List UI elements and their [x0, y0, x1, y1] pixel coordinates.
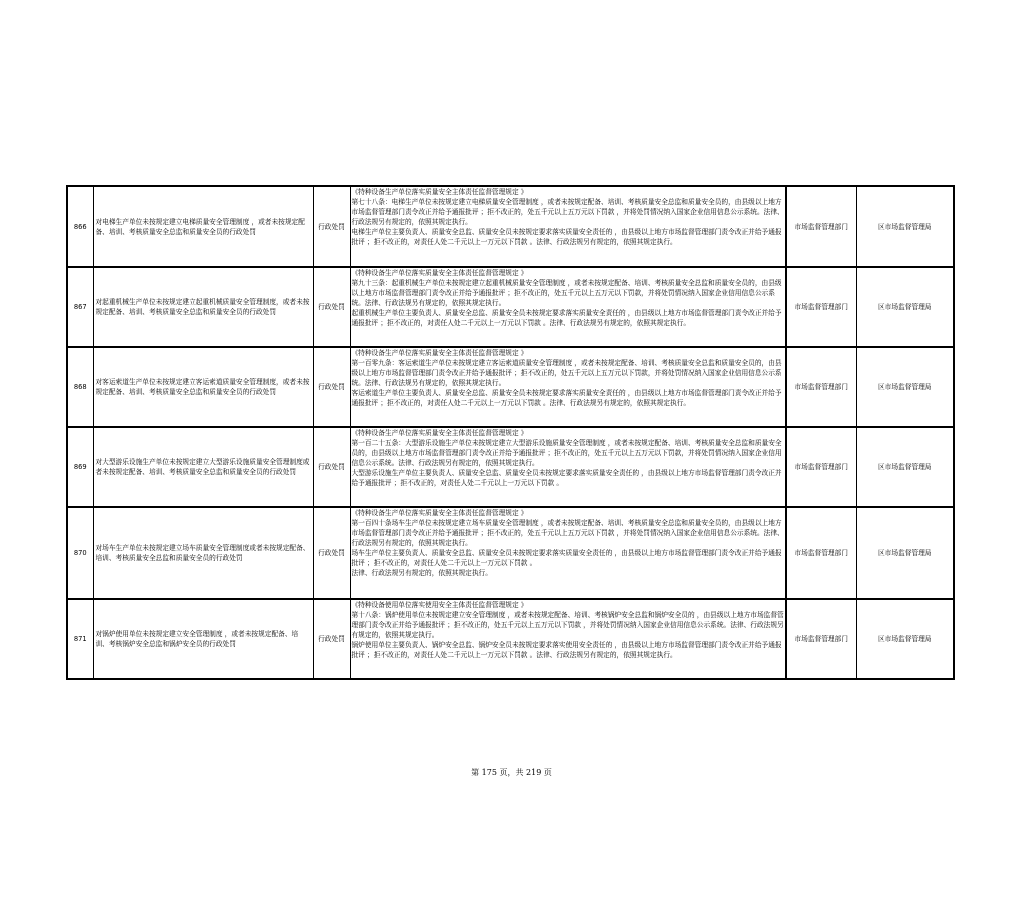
responsible-department: 市场监督管理部门 — [786, 507, 856, 599]
regulation-clause: 起重机械生产单位主要负责人、质量安全总监、质量安全员未按规定要求落实质量安全责任的 ，由县级以上地方市场监督管理部门责令改正并给予通报批评 ；拒不改正的，对责任人处二千元以上一万元以下罚款 。法律、行政法规另有规定的，依照其规定执行。 — [351, 309, 782, 327]
penalty-item: 对电梯生产单位未按规定建立电梯质量安全管理制度 ，或者未按规定配备、培训、考核质量安全总监和质量安全员的行政处罚 — [93, 186, 313, 267]
penalty-type: 行政处罚 — [313, 267, 350, 347]
row-number: 869 — [67, 427, 93, 507]
legal-basis — [350, 427, 786, 507]
responsible-department: 市场监督管理部门 — [786, 186, 856, 267]
responsible-department: 市场监督管理部门 — [786, 267, 856, 347]
enforcement-authority: 区市场监督管理局 — [856, 507, 954, 599]
legal-basis — [350, 267, 786, 347]
regulation-clause: 场车生产单位主要负责人、质量安全总监、质量安全员未按规定要求落实质量安全责任的 ，由县级以上地方市场监督管理部门责令改正并给予通报批评 ；拒不改正的，对责任人处二千元以上一万元以下罚款 。 — [351, 549, 782, 567]
table-row — [67, 507, 954, 599]
penalty-type: 行政处罚 — [313, 427, 350, 507]
enforcement-authority: 区市场监督管理局 — [856, 186, 954, 267]
regulation-title: 《特种设备生产单位落实质量安全主体责任监督管理规定 》 — [351, 188, 528, 196]
page-footer: 第 175 页，共 219 页 — [471, 768, 552, 777]
regulation-clause: 第十八条：锅炉使用单位未按规定建立安全管理制度 ，或者未按规定配备、培训、考核锅炉安全总监和锅炉安全员的 ，由县级以上地方市场监督管理部门责令改正并给予通报批评 ；拒不改正的，处五千元以上五万元以下罚款 ，并将处罚情况纳入国家企业信用信息公示系统。法律、行政法规另有规定的，依照其规定执行。 — [351, 611, 784, 639]
regulation-title: 《特种设备使用单位落实使用安全主体责任监督管理规定 》 — [351, 601, 528, 609]
penalty-type: 行政处罚 — [313, 507, 350, 599]
table-row — [67, 347, 954, 427]
legal-basis — [350, 186, 786, 267]
penalty-type: 行政处罚 — [313, 186, 350, 267]
regulation-title: 《特种设备生产单位落实质量安全主体责任监督管理规定 》 — [351, 509, 528, 517]
regulation-clause: 电梯生产单位主要负责人、质量安全总监、质量安全员未按规定要求落实质量安全责任的 ，由县级以上地方市场监督管理部门责令改正并给予通报批评 ；拒不改正的，对责任人处二千元以上一万元以下罚款 。法律、行政法规另有规定的，依照其规定执行。 — [351, 228, 782, 246]
penalty-item: 对客运索道生产单位未按规定建立客运索道质量安全管理制度，或者未按规定配备、培训、考核质量安全总监和质量安全员的行政处罚 — [93, 347, 313, 427]
row-number: 867 — [67, 267, 93, 347]
responsible-department: 市场监督管理部门 — [786, 347, 856, 427]
penalty-type: 行政处罚 — [313, 347, 350, 427]
enforcement-authority: 区市场监督管理局 — [856, 599, 954, 679]
regulation-clause: 第九十三条：起重机械生产单位未按规定建立起重机械质量安全管理制度 ，或者未按规定配备、培训、考核质量安全总监和质量安全员的，由县级以上地方市场监督管理部门责令改正并给予通报批评 ；拒不改正的，处五千元以上五万元以下罚款，并将处罚情况纳入国家企业信用信息公示系统。法律、行政法规另有规定的，依照其规定执行。 — [351, 279, 782, 307]
penalty-table — [66, 185, 955, 680]
penalty-type: 行政处罚 — [313, 599, 350, 679]
row-number: 866 — [67, 186, 93, 267]
table-row — [67, 186, 954, 267]
regulation-clause: 客运索道生产单位主要负责人、质量安全总监、质量安全员未按规定要求落实质量安全责任的 ，由县级以上地方市场监督管理部门责令改正并给予通报批评 ；拒不改正的，对责任人处二千元以上一万元以下罚款 。法律、行政法规另有规定的，依照其规定执行。 — [351, 389, 782, 407]
row-number: 868 — [67, 347, 93, 427]
row-number: 871 — [67, 599, 93, 679]
regulation-clause: 锅炉使用单位主要负责人、锅炉安全总监、锅炉安全员未按规定要求落实使用安全责任的 ，由县级以上地方市场监督管理部门责令改正并给予通报批评 ；拒不改正的，对责任人处二千元以上一万元以下罚款 。法律、行政法规另有规定的，依照其规定执行。 — [351, 641, 782, 659]
table-row — [67, 599, 954, 679]
regulation-clause: 第一百二十五条：大型游乐设施生产单位未按规定建立大型游乐设施质量安全管理制度 ，或者未按规定配备、培训、考核质量安全总监和质量安全员的，由县级以上地方市场监督管理部门责令改正并给予通报批评 ；拒不改正的，处五千元以上五万元以下罚款，并将处罚情况纳入国家企业信用信息公示系统。法律、行政法规另有规定的，依照其规定执行。 — [351, 439, 782, 467]
regulation-title: 《特种设备生产单位落实质量安全主体责任监督管理规定 》 — [351, 429, 528, 437]
regulation-clause: 第七十八条：电梯生产单位未按规定建立电梯质量安全管理制度 ，或者未按规定配备、培训、考核质量安全总监和质量安全员的，由县级以上地方市场监督管理部门责令改正并给予通报批评 ；拒不改正的，处五千元以上五万元以下罚款 ，并将处罚情况纳入国家企业信用信息公示系统。法律、行政法规另有规定的，依照其规定执行。 — [351, 198, 784, 226]
enforcement-authority: 区市场监督管理局 — [856, 427, 954, 507]
legal-basis — [350, 347, 786, 427]
row-number: 870 — [67, 507, 93, 599]
regulation-title: 《特种设备生产单位落实质量安全主体责任监督管理规定 》 — [351, 269, 528, 277]
penalty-item: 对场车生产单位未按规定建立场车质量安全管理制度或者未按规定配备、培训、考核质量安全总监和质量安全员的行政处罚 — [93, 507, 313, 599]
regulation-clause: 大型游乐设施生产单位主要负责人、质量安全总监、质量安全员未按规定要求落实质量安全责任的 ，由县级以上地方市场监督管理部门责令改正并给予通报批评 ；拒不改正的，对责任人处二千元以上一万元以下罚款 。 — [351, 469, 782, 487]
regulation-title: 《特种设备生产单位落实质量安全主体责任监督管理规定 》 — [351, 349, 528, 357]
enforcement-authority: 区市场监督管理局 — [856, 347, 954, 427]
regulation-clause: 第一百四十条场车生产单位未按规定建立场车质量安全管理制度 ，或者未按规定配备、培训、考核质量安全总监和质量安全员的，由县级以上地方市场监督管理部门责令改正并给予通报批评 ；拒不改正的，处五千元以上五万元以下罚款 ，并将处罚情况纳入国家企业信用信息公示系统。法律、行政法规另有规定的，依照其规定执行。 — [351, 519, 784, 547]
table-row — [67, 427, 954, 507]
penalty-item: 对起重机械生产单位未按规定建立起重机械质量安全管理制度，或者未按规定配备、培训、考核质量安全总监和质量安全员的行政处罚 — [93, 267, 313, 347]
penalty-item: 对大型游乐设施生产单位未按规定建立大型游乐设施质量安全管理制度或者未按规定配备、培训、考核质量安全总监和质量安全员的行政处罚 — [93, 427, 313, 507]
table-row — [67, 267, 954, 347]
regulation-clause: 法律、行政法规另有规定的，依照其规定执行。 — [351, 569, 492, 577]
legal-basis — [350, 599, 786, 679]
legal-basis — [350, 507, 786, 599]
penalty-item: 对锅炉使用单位未按规定建立安全管理制度 ，或者未按规定配备、培训、考核锅炉安全总监和锅炉安全员的行政处罚 — [93, 599, 313, 679]
responsible-department: 市场监督管理部门 — [786, 427, 856, 507]
enforcement-authority: 区市场监督管理局 — [856, 267, 954, 347]
regulation-clause: 第一百零九条：客运索道生产单位未按规定建立客运索道质量安全管理制度 ，或者未按规定配备、培训、考核质量安全总监和质量安全员的，由县级以上地方市场监督管理部门责令改正并给予通报批评 ；拒不改正的，处五千元以上五万元以下罚款，并将处罚情况纳入国家企业信用信息公示系统。法律、行政法规另有规定的，依照其规定执行。 — [351, 359, 782, 387]
responsible-department: 市场监督管理部门 — [786, 599, 856, 679]
